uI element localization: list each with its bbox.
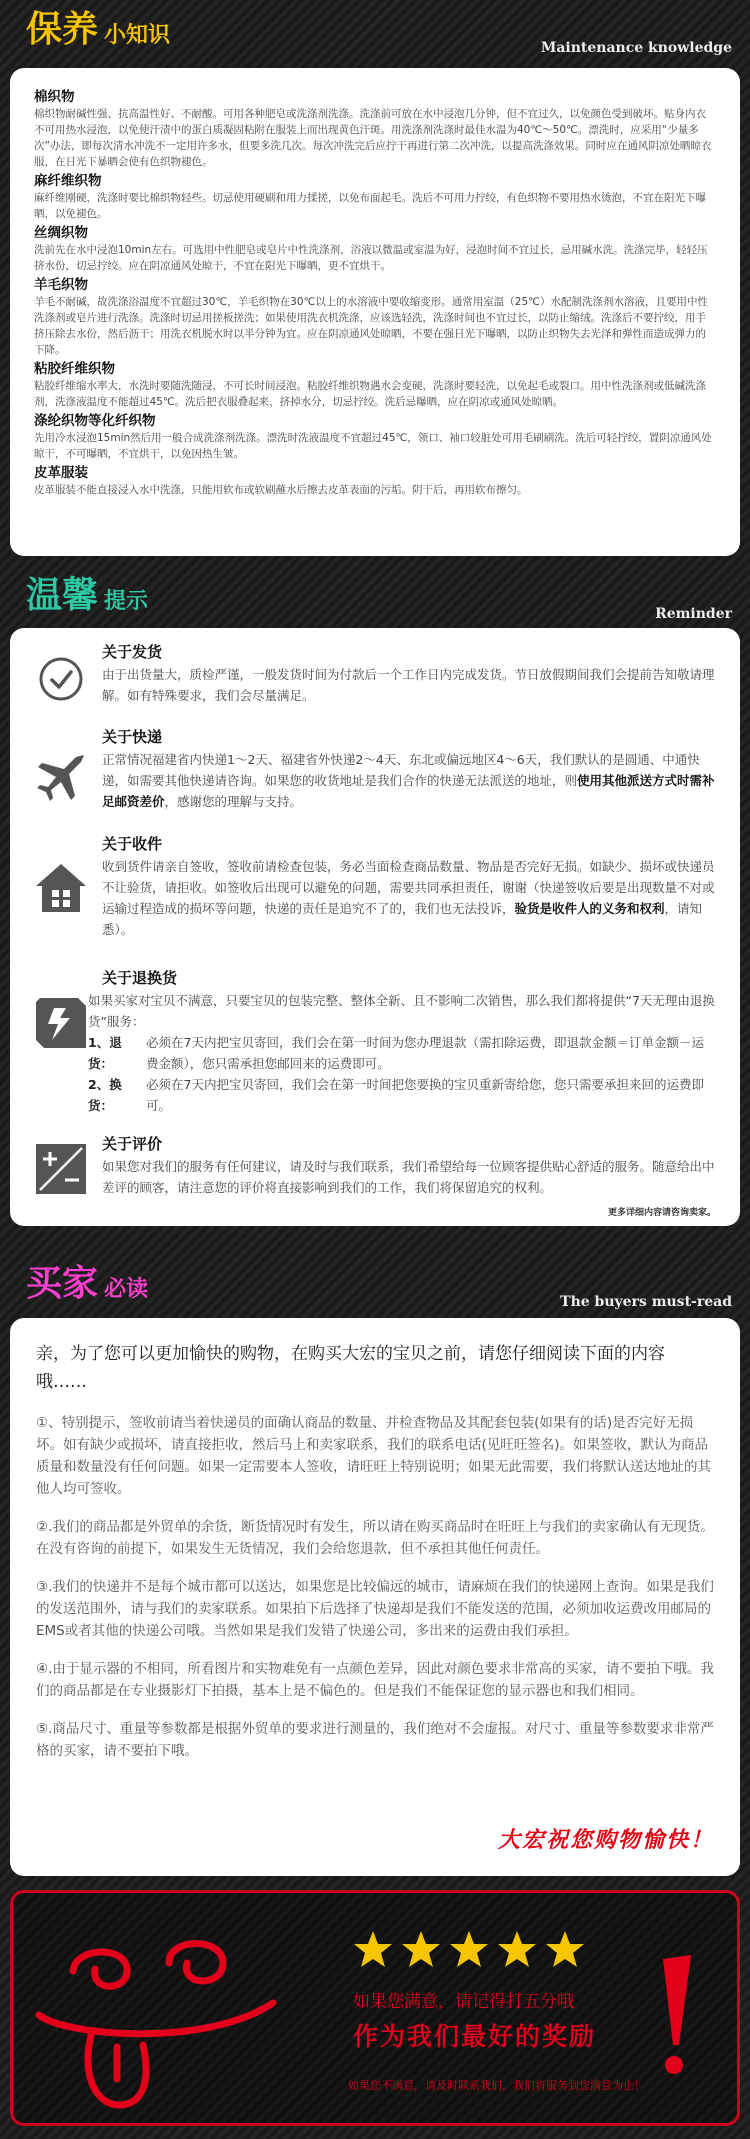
receipt-text: [102, 856, 716, 940]
delivery-text-emphasis: 使用其他派送方式时需补足邮资差价: [102, 773, 715, 809]
exclamation-icon: [653, 1953, 697, 2083]
refund-label: 1、退货：: [88, 1035, 122, 1071]
reminder-title-en: Reminder: [655, 606, 732, 622]
exchange-label: 2、换货：: [88, 1077, 122, 1113]
receipt-text-emphasis: 验货是收件人的义务和权利: [514, 901, 665, 916]
returns-exchange: [88, 1074, 716, 1116]
reminder-receipt: [10, 834, 740, 956]
house-icon: [32, 858, 90, 916]
care-item-title: 羊毛织物: [34, 277, 88, 293]
care-item-title: 皮革服装: [34, 465, 88, 481]
buyers-lead: 亲，为了您可以更加愉快的购物，在购买大宏的宝贝之前，请您仔细阅读下面的内容哦……: [36, 1344, 665, 1392]
care-item-text: 麻纤维刚硬，洗涤时要比棉织物轻些。切忌使用硬刷和用力揉搓，以免布面起毛。洗后不可用力拧绞，有色织物不要用热水烫泡，不宜在阳光下曝晒，以免褪色。: [34, 192, 706, 220]
reminder-subtitle: 提示: [104, 589, 149, 614]
lightning-icon: [32, 994, 90, 1052]
buyers-title-en: The buyers must-read: [560, 1294, 732, 1310]
care-item-text: 皮革服装不能直接浸入水中洗涤，只能用软布或软刷蘸水后擦去皮革表面的污垢。阴干后，再用软布擦匀。: [34, 484, 528, 496]
buyers-paragraph: ④.由于显示器的不相同，所看图片和实物难免有一点颜色差异，因此对颜色要求非常高的买家，请不要拍下哦。我们的商品都是在专业摄影灯下拍摄，基本上是不偏色的。但是我们不能保证您的显示器也和我们相同。: [36, 1661, 714, 1699]
care-item-text: 粘胶纤维缩水率大，水洗时要随洗随浸，不可长时间浸泡。粘胶纤维织物遇水会变硬，洗涤时要轻洗，以免起毛或裂口。用中性洗涤剂或低碱洗涤剂，洗涤液温度不能超过45℃。洗后把衣服叠起来，挤掉水分，切忌拧绞。洗后忌曝晒，应在阴凉或通风处晾晒。: [34, 380, 706, 408]
buyers-paragraph: ①、特别提示，签收前请当着快递员的面确认商品的数量、并检查物品及其配套包装(如果有的话)是否完好无损坏。如有缺少或损坏，请直接拒收，然后马上和卖家联系，我们的联系电话(见旺旺签名)。如果签收，默认为商品质量和数量没有任何问题。如果一定需要本人签收，请旺旺上特别说明；如果无此需要，我们将默认送达地址的其他人均可签收。: [36, 1415, 711, 1497]
reminder-returns: [10, 968, 740, 1120]
smiley-face-icon: [33, 1907, 333, 2117]
delivery-text-part: 正常情况福建省内快递1～2天、福建省外快递2～4天、东北或偏远地区4～6天，我们默认的是圆通、中通快递，如需要其他快递请咨询。如果您的收货地址是我们合作的快递无法派送的地址，则: [102, 752, 700, 788]
returns-intro: 如果买家对宝贝不满意，只要宝贝的包装完整、整体全新、且不影响二次销售，那么我们都将提供“7天无理由退换货”服务：: [88, 993, 715, 1029]
buyers-subtitle: 必读: [104, 1277, 149, 1302]
buyers-header: [0, 1254, 750, 1314]
more-note: 更多详细内容请咨询卖家。: [607, 1208, 716, 1218]
reminder-card: [10, 628, 740, 1226]
receipt-text-part: 收到货件请亲自签收，签收前请检查包装，务必当面检查商品数量、物品是否完好无损。如缺少、损坏或快递员不让验货，请拒收。如签收后出现可以避免的问题，需要共同承担责任，谢谢（快递签收后要是出现数量不对或运输过程造成的损坏等问题，快递的责任是追究不了的，我们也无法投诉，: [102, 859, 715, 916]
receipt-text-part: ，请知悉）。: [102, 901, 703, 937]
reminder-shipping: [10, 642, 740, 722]
shipping-title: 关于发货: [102, 643, 163, 661]
buyers-card: [10, 1318, 740, 1876]
footer-line-3: 如果您不满意，请及时联系我们，我们将服务到您满意为止！: [348, 2079, 645, 2092]
knowledge-title-en: Maintenance knowledge: [540, 40, 732, 56]
care-item-leather: [34, 464, 716, 498]
care-item-linen: [34, 172, 716, 222]
signature: 大宏祝您购物愉快！: [497, 1827, 714, 1853]
care-item-text: 先用冷水浸泡15min然后用一般合成洗涤剂洗涤。漂洗时洗液温度不宜超过45℃，领口、袖口较脏处可用毛刷刷洗。洗后可轻拧绞，置阴凉通风处晾干，不可曝晒，不宜烘干，以免因热生皱。: [34, 432, 712, 460]
knowledge-subtitle: 小知识: [104, 23, 171, 48]
exchange-text: 必须在7天内把宝贝寄回，我们会在第一时间把您要换的宝贝重新寄给您，您只需要承担来回的运费即可。: [146, 1077, 704, 1113]
review-title: 关于评价: [102, 1135, 163, 1153]
care-item-title: 粘胶纤维织物: [34, 361, 115, 377]
buyers-paragraph: ②.我们的商品都是外贸单的余货，断货情况时有发生，所以请在购买商品时在旺旺上与我们的卖家确认有无现货。在没有咨询的前提下，如果发生无货情况，我们会给您退款，但不承担其他任何责任。: [36, 1519, 714, 1557]
star-icon: [402, 1931, 440, 1967]
airplane-icon: [32, 747, 90, 805]
knowledge-card: [10, 68, 740, 556]
five-stars-rating: [353, 1929, 593, 1969]
care-item-viscose: [34, 360, 716, 410]
returns-title: 关于退换货: [102, 969, 178, 987]
returns-refund: [88, 1032, 716, 1074]
reminder-review: [10, 1134, 740, 1212]
buyers-paragraph: ⑤.商品尺寸、重量等参数都是根据外贸单的要求进行测量的，我们绝对不会虚报。对尺寸、重量等参数要求非常严格的买家，请不要拍下哦。: [36, 1721, 714, 1759]
care-item-title: 涤纶织物等化纤织物: [34, 413, 156, 429]
care-item-silk: [34, 224, 716, 274]
rating-footer: [10, 1890, 740, 2126]
shipping-text: 由于出货量大，质检严谨，一般发货时间为付款后一个工作日内完成发货。节日放假期间我们会提前告知敬请理解。如有特殊要求，我们会尽量满足。: [102, 667, 715, 703]
care-item-text: 洗前先在水中浸泡10min左右。可选用中性肥皂或皂片中性洗涤剂，浴液以微温或室温为好，浸泡时间不宜过长，忌用碱水洗。洗涤完毕，轻轻压挤水份，切忌拧绞。应在阴凉通风处晾干，不宜在阳光下曝晒，更不宜烘干。: [34, 244, 708, 272]
care-item-cotton: [34, 88, 716, 170]
knowledge-header: [0, 0, 750, 60]
refund-text: 必须在7天内把宝贝寄回，我们会在第一时间为您办理退款（需扣除运费，即退款金额＝订单金额－运费金额），您只需承担您邮回来的运费即可。: [146, 1035, 704, 1071]
care-item-text: 棉织物耐碱性强、抗高温性好、不耐酸。可用各种肥皂或洗涤剂洗涤。洗涤前可放在水中浸泡几分钟，但不宜过久，以免颜色受到破坏。贴身内衣不可用热水浸泡，以免使汗渍中的蛋白质凝固粘附在服装上而出现黄色汗斑。用洗涤剂洗涤时最佳水温为40℃～50℃。漂洗时，应采用“少量多次”办法，即每次清水冲洗不一定用许多水，但要多洗几次。每次冲洗完后应拧干再进行第二次冲洗，以提高洗涤效果。同时应在通风阴凉处晒晾衣服，在日光下暴晒会使有色织物褪色。: [34, 108, 712, 168]
receipt-title: 关于收件: [102, 835, 163, 853]
footer-line-1: 如果您满意，请记得打五分哦: [353, 1992, 574, 2012]
footer-line-2: 作为我们最好的奖励: [353, 2022, 597, 2051]
care-item-title: 棉织物: [34, 89, 75, 105]
reminder-title: 温馨: [26, 575, 99, 616]
star-icon: [546, 1931, 584, 1967]
care-item-title: 麻纤维织物: [34, 173, 102, 189]
care-item-wool: [34, 276, 716, 358]
reminder-delivery: [10, 727, 740, 827]
star-icon: [450, 1931, 488, 1967]
delivery-title: 关于快递: [102, 728, 163, 746]
delivery-text-part: ，感谢您的理解与支持。: [164, 794, 303, 809]
reminder-header: [0, 566, 750, 626]
buyers-paragraph: ③.我们的快递并不是每个城市都可以送达，如果您是比较偏远的城市，请麻烦在我们的快递网上查询。如果是我们的发送范围外，请与我们的卖家联系。如果拍下后选择了快递却是我们不能发送的范围，必须加收运费改用邮局的EMS或者其他的快递公司哦。当然如果是我们发错了快递公司，多出来的运费由我们承担。: [36, 1579, 714, 1639]
care-item-text: 羊毛不耐碱，故洗涤浴温度不宜超过30℃，羊毛织物在30℃以上的水溶液中要收缩变形。通常用室温（25℃）水配制洗涤剂水溶液，且要用中性洗涤剂或皂片进行洗涤。洗涤时切忌用搓板搓洗；如果使用洗衣机洗涤，应该选轻洗，洗涤时间也不宜过长，以防止缩绒。洗涤后不要拧绞，用手挤压除去水份，然后沥干；用洗衣机脱水时以半分钟为宜。应在阴凉通风处晾晒，不要在强日光下曝晒，以防止织物失去光泽和弹性而造成弹力的下降。: [34, 296, 708, 356]
returns-text: [88, 990, 716, 1116]
star-icon: [354, 1931, 392, 1967]
buyers-title: 买家: [26, 1263, 99, 1304]
review-text: 如果您对我们的服务有任何建议，请及时与我们联系，我们希望给每一位顾客提供贴心舒适的服务。随意给出中差评的顾客，请注意您的评价将直接影响到我们的工作，我们将保留追究的权利。: [102, 1159, 715, 1195]
plus-minus-icon: [32, 1140, 90, 1198]
star-icon: [498, 1931, 536, 1967]
care-item-title: 丝绸织物: [34, 225, 88, 241]
delivery-text: [102, 749, 716, 812]
check-circle-icon: [32, 650, 90, 708]
knowledge-title: 保养: [26, 9, 99, 50]
care-item-polyester: [34, 412, 716, 462]
